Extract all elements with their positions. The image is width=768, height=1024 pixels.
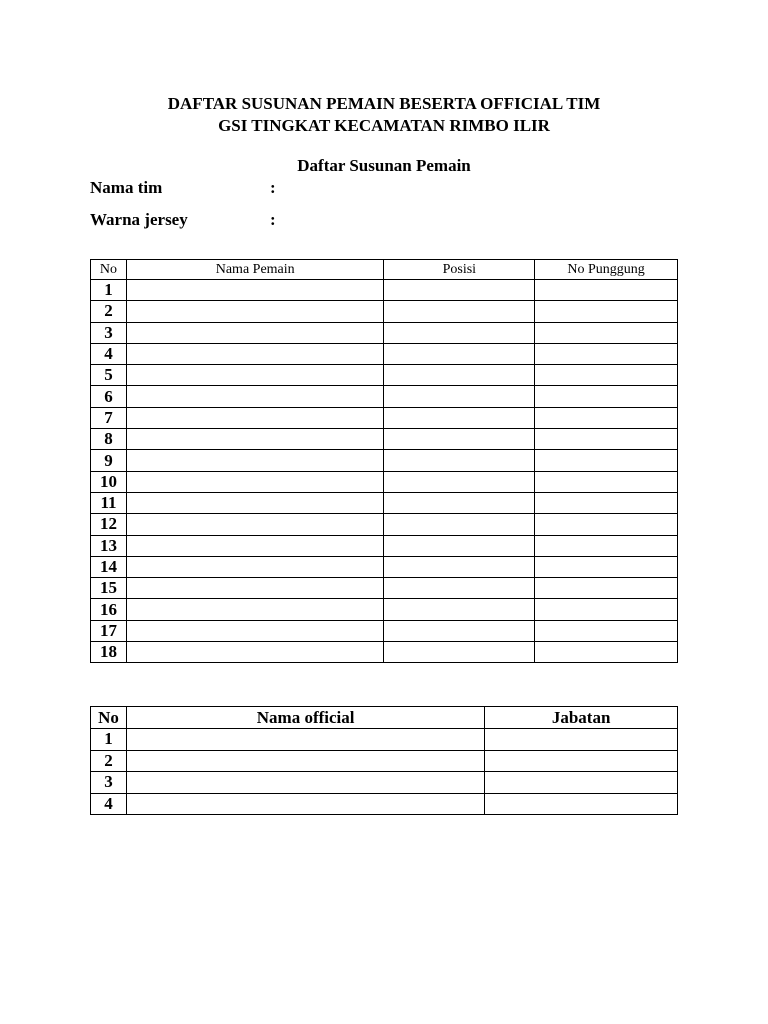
position-cell[interactable] — [384, 514, 535, 535]
player-name-cell[interactable] — [126, 407, 384, 428]
position-cell[interactable] — [384, 642, 535, 663]
row-number: 9 — [91, 450, 127, 471]
jersey-number-cell[interactable] — [535, 471, 678, 492]
player-name-cell[interactable] — [126, 280, 384, 301]
row-number: 4 — [91, 343, 127, 364]
official-name-cell[interactable] — [126, 729, 484, 751]
row-number: 4 — [91, 793, 127, 815]
player-name-cell[interactable] — [126, 343, 384, 364]
row-number: 2 — [91, 750, 127, 772]
document-title-line1: DAFTAR SUSUNAN PEMAIN BESERTA OFFICIAL TIM — [167, 94, 601, 113]
row-number: 13 — [91, 535, 127, 556]
position-cell[interactable] — [384, 492, 535, 513]
players-table — [90, 259, 678, 663]
row-number: 11 — [91, 492, 127, 513]
position-cell[interactable] — [384, 365, 535, 386]
table-row — [91, 578, 678, 599]
table-row — [91, 492, 678, 513]
role-cell[interactable] — [485, 793, 678, 815]
table-row — [91, 450, 678, 471]
jersey-number-cell[interactable] — [535, 301, 678, 322]
position-cell[interactable] — [384, 599, 535, 620]
row-number: 6 — [91, 386, 127, 407]
header-position: Posisi — [384, 260, 535, 280]
table-row — [91, 793, 678, 815]
player-name-cell[interactable] — [126, 535, 384, 556]
jersey-number-cell[interactable] — [535, 535, 678, 556]
jersey-number-cell[interactable] — [535, 450, 678, 471]
table-row — [91, 642, 678, 663]
team-name-colon: : — [270, 178, 276, 197]
player-name-cell[interactable] — [126, 301, 384, 322]
table-row — [91, 556, 678, 577]
row-number: 2 — [91, 301, 127, 322]
jersey-number-cell[interactable] — [535, 492, 678, 513]
jersey-color-label: Warna jersey — [90, 210, 188, 229]
jersey-number-cell[interactable] — [535, 620, 678, 641]
position-cell[interactable] — [384, 429, 535, 450]
player-name-cell[interactable] — [126, 556, 384, 577]
player-name-cell[interactable] — [126, 492, 384, 513]
header-no: No — [91, 260, 127, 280]
table-row — [91, 750, 678, 772]
row-number: 5 — [91, 365, 127, 386]
jersey-number-cell[interactable] — [535, 343, 678, 364]
player-name-cell[interactable] — [126, 642, 384, 663]
table-row — [91, 620, 678, 641]
table-row — [91, 599, 678, 620]
officials-table — [90, 706, 678, 815]
table-row — [91, 343, 678, 364]
row-number: 12 — [91, 514, 127, 535]
position-cell[interactable] — [384, 578, 535, 599]
row-number: 3 — [91, 322, 127, 343]
jersey-number-cell[interactable] — [535, 407, 678, 428]
jersey-number-cell[interactable] — [535, 365, 678, 386]
table-row — [91, 365, 678, 386]
position-cell[interactable] — [384, 301, 535, 322]
header-official-name: Nama official — [126, 707, 484, 729]
table-row — [91, 301, 678, 322]
table-row — [91, 407, 678, 428]
header-jersey-number: No Punggung — [535, 260, 678, 280]
row-number: 10 — [91, 471, 127, 492]
jersey-number-cell[interactable] — [535, 514, 678, 535]
officials-header-row — [91, 707, 678, 729]
team-name-label: Nama tim — [90, 178, 163, 197]
player-name-cell[interactable] — [126, 599, 384, 620]
official-name-cell[interactable] — [126, 772, 484, 794]
player-name-cell[interactable] — [126, 620, 384, 641]
position-cell[interactable] — [384, 407, 535, 428]
row-number: 1 — [91, 280, 127, 301]
role-cell[interactable] — [485, 772, 678, 794]
player-name-cell[interactable] — [126, 365, 384, 386]
position-cell[interactable] — [384, 280, 535, 301]
jersey-number-cell[interactable] — [535, 280, 678, 301]
player-name-cell[interactable] — [126, 386, 384, 407]
role-cell[interactable] — [485, 750, 678, 772]
header-player-name: Nama Pemain — [126, 260, 384, 280]
position-cell[interactable] — [384, 322, 535, 343]
jersey-number-cell[interactable] — [535, 429, 678, 450]
table-row — [91, 429, 678, 450]
players-header-row — [91, 260, 678, 280]
jersey-number-cell[interactable] — [535, 556, 678, 577]
player-name-cell[interactable] — [126, 450, 384, 471]
row-number: 18 — [91, 642, 127, 663]
jersey-color-colon: : — [270, 210, 276, 229]
table-row — [91, 471, 678, 492]
header-role: Jabatan — [485, 707, 678, 729]
section-subtitle: Daftar Susunan Pemain — [297, 156, 471, 175]
table-row — [91, 322, 678, 343]
player-name-cell[interactable] — [126, 471, 384, 492]
jersey-number-cell[interactable] — [535, 599, 678, 620]
row-number: 16 — [91, 599, 127, 620]
player-name-cell[interactable] — [126, 578, 384, 599]
table-row — [91, 514, 678, 535]
position-cell[interactable] — [384, 620, 535, 641]
header-no: No — [91, 707, 127, 729]
jersey-number-cell[interactable] — [535, 642, 678, 663]
role-cell[interactable] — [485, 729, 678, 751]
jersey-number-cell[interactable] — [535, 386, 678, 407]
position-cell[interactable] — [384, 450, 535, 471]
player-name-cell[interactable] — [126, 514, 384, 535]
table-row — [91, 729, 678, 751]
player-name-cell[interactable] — [126, 429, 384, 450]
position-cell[interactable] — [384, 471, 535, 492]
official-name-cell[interactable] — [126, 793, 484, 815]
row-number: 8 — [91, 429, 127, 450]
jersey-number-cell[interactable] — [535, 322, 678, 343]
jersey-number-cell[interactable] — [535, 578, 678, 599]
row-number: 14 — [91, 556, 127, 577]
row-number: 15 — [91, 578, 127, 599]
row-number: 3 — [91, 772, 127, 794]
row-number: 7 — [91, 407, 127, 428]
table-row — [91, 386, 678, 407]
position-cell[interactable] — [384, 535, 535, 556]
row-number: 17 — [91, 620, 127, 641]
position-cell[interactable] — [384, 343, 535, 364]
official-name-cell[interactable] — [126, 750, 484, 772]
player-name-cell[interactable] — [126, 322, 384, 343]
table-row — [91, 535, 678, 556]
position-cell[interactable] — [384, 386, 535, 407]
position-cell[interactable] — [384, 556, 535, 577]
row-number: 1 — [91, 729, 127, 751]
table-row — [91, 280, 678, 301]
document-title-line2: GSI TINGKAT KECAMATAN RIMBO ILIR — [218, 116, 550, 135]
table-row — [91, 772, 678, 794]
